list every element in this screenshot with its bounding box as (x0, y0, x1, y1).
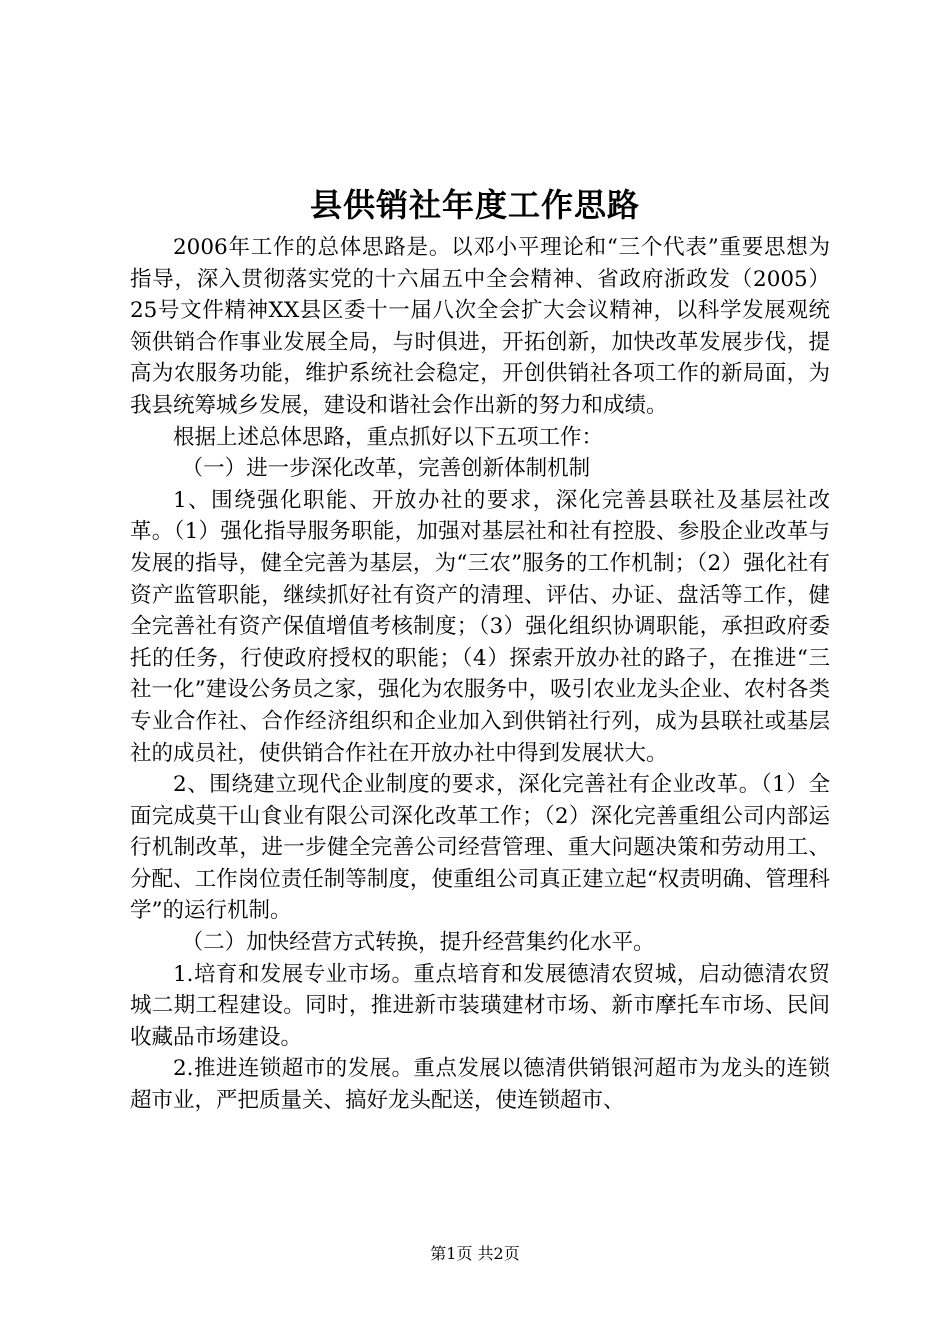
paragraph-key-tasks-intro: 根据上述总体思路，重点抓好以下五项工作： (173, 424, 604, 450)
paragraph-reform-item-2: 2、围绕建立现代企业制度的要求，深化完善社有企业改革。（1）全面完成莫干山食业有限公司深化改革工作；（2）深化完善重组公司内部运行机制改革，进一步健全完善公司经营管理、重大问题决策和劳动用工、分配、工作岗位责任制等制度，使重组公司真正建立起“权责明确、管理科学”的运行机制。 (130, 772, 830, 924)
paragraph-overall-approach: 2006年工作的总体思路是。以邓小平理论和“三个代表”重要思想为指导，深入贯彻落实党的十六届五中全会精神、省政府浙政发（2005）25号文件精神XX县区委十一届八次全会扩大会议精神，以科学发展观统领供销合作事业发展全局，与时俱进，开拓创新，加快改革发展步伐，提高为农服务功能，维护系统社会稳定，开创供销社各项工作的新局面，为我县统筹城乡发展，建设和谐社会作出新的努力和成绩。 (130, 235, 830, 418)
document-body (130, 232, 830, 1117)
paragraph-reform-item-1: 1、围绕强化职能、开放办社的要求，深化完善县联社及基层社改革。（1）强化指导服务职能，加强对基层社和社有控股、参股企业改革与发展的指导，健全完善为基层，为“三农”服务的工作机制；（2）强化社有资产监管职能，继续抓好社有资产的清理、评估、办证、盘活等工作，健全完善社有资产保值增值考核制度；（3）强化组织协调职能，承担政府委托的任务，行使政府授权的职能；（4）探索开放办社的路子，在推进“三社一化”建设公务员之家，强化为农服务中，吸引农业龙头企业、农村各类专业合作社、合作经济组织和企业加入到供销社行列，成为县联社或基层社的成员社，使供销合作社在开放办社中得到发展状大。 (130, 487, 830, 766)
paragraph-market-item-2: 2.推进连锁超市的发展。重点发展以德清供销银河超市为龙头的连锁超市业，严把质量关、搞好龙头配送，使连锁超市、 (130, 1056, 830, 1114)
document-title: 县供销社年度工作思路 (309, 186, 640, 224)
paragraph-market-item-1: 1.培育和发展专业市场。重点培育和发展德清农贸城，启动德清农贸城二期工程建设。同时，推进新市装璜建材市场、新市摩托车市场、民间收藏品市场建设。 (130, 961, 830, 1050)
section-heading-2: （二）加快经营方式转换，提升经营集约化水平。 (181, 930, 655, 956)
page-footer: 第1页 共2页 (430, 1244, 520, 1263)
section-heading-1: （一）进一步深化改革，完善创新体制机制 (181, 456, 591, 482)
